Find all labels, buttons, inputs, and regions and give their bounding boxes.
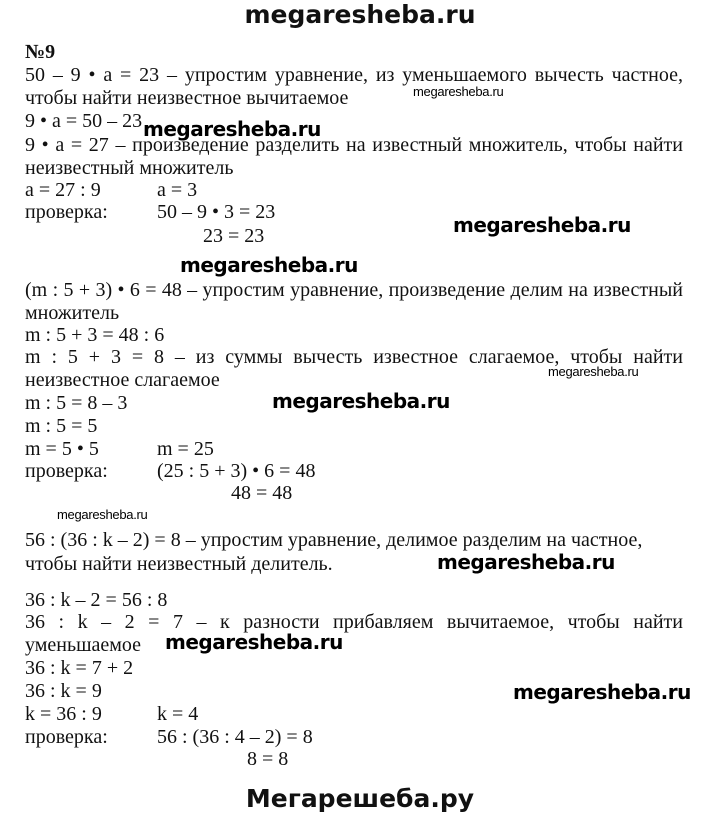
text-line: множитель [25,302,120,324]
watermark: megaresheba.ru [143,117,321,141]
watermark: megaresheba.ru [57,507,148,522]
watermark: megaresheba.ru [548,364,639,379]
watermark: megaresheba.ru [437,550,615,574]
text-line: (25 : 5 + 3) • 6 = 48 [157,460,316,482]
text-line: m : 5 + 3 = 8 – из суммы вычесть известное слагаемое, чтобы найти [25,346,683,368]
text-line: 36 : k – 2 = 56 : 8 [25,589,168,611]
task-number: №9 [25,41,56,63]
text-line: чтобы найти неизвестное вычитаемое [25,87,349,109]
text-line: m = 25 [157,438,214,460]
text-line: 9 • a = 50 – 23 [25,110,143,132]
text-line: m = 5 • 5 [25,438,99,460]
site-header: megaresheba.ru [244,0,476,29]
text-line: 50 – 9 • a = 23 – упростим уравнение, из уменьшаемого вычесть частное, [25,64,683,86]
watermark: megaresheba.ru [413,84,504,99]
text-line: k = 4 [157,703,199,725]
text-line: m : 5 + 3 = 48 : 6 [25,324,165,346]
text-line: k = 36 : 9 [25,703,102,725]
text-line: m : 5 = 5 [25,415,98,437]
text-line: 50 – 9 • 3 = 23 [157,201,276,223]
watermark: megaresheba.ru [272,389,450,413]
site-footer: Мегарешеба.ру [245,784,475,813]
text-line: 48 = 48 [231,482,293,504]
watermark: megaresheba.ru [180,253,358,277]
text-line: 36 : k = 9 [25,680,102,702]
text-line: неизвестный множитель [25,157,234,179]
text-line: 23 = 23 [203,225,265,247]
check-label: проверка: [25,460,108,482]
text-line: a = 27 : 9 [25,179,101,201]
watermark: megaresheba.ru [513,680,691,704]
text-line: (m : 5 + 3) • 6 = 48 – упростим уравнение, произведение делим на известный [25,279,683,301]
text-line: 36 : k = 7 + 2 [25,657,134,679]
text-line: уменьшаемое [25,634,142,656]
watermark: megaresheba.ru [453,213,631,237]
text-line: 56 : (36 : 4 – 2) = 8 [157,726,313,748]
check-label: проверка: [25,201,108,223]
text-line: a = 3 [157,179,198,201]
text-line: чтобы найти неизвестный делитель. [25,553,333,575]
text-line: 56 : (36 : k – 2) = 8 – упростим уравнение, делимое разделим на частное, [25,529,643,551]
text-line: неизвестное слагаемое [25,369,220,391]
text-line: 36 : k – 2 = 7 – к разности прибавляем вычитаемое, чтобы найти [25,611,683,633]
text-line: m : 5 = 8 – 3 [25,392,128,414]
text-line: 8 = 8 [247,748,289,770]
watermark: megaresheba.ru [165,630,343,654]
text-line: 9 • a = 27 – произведение разделить на известный множитель, чтобы найти [25,134,683,156]
check-label: проверка: [25,726,108,748]
